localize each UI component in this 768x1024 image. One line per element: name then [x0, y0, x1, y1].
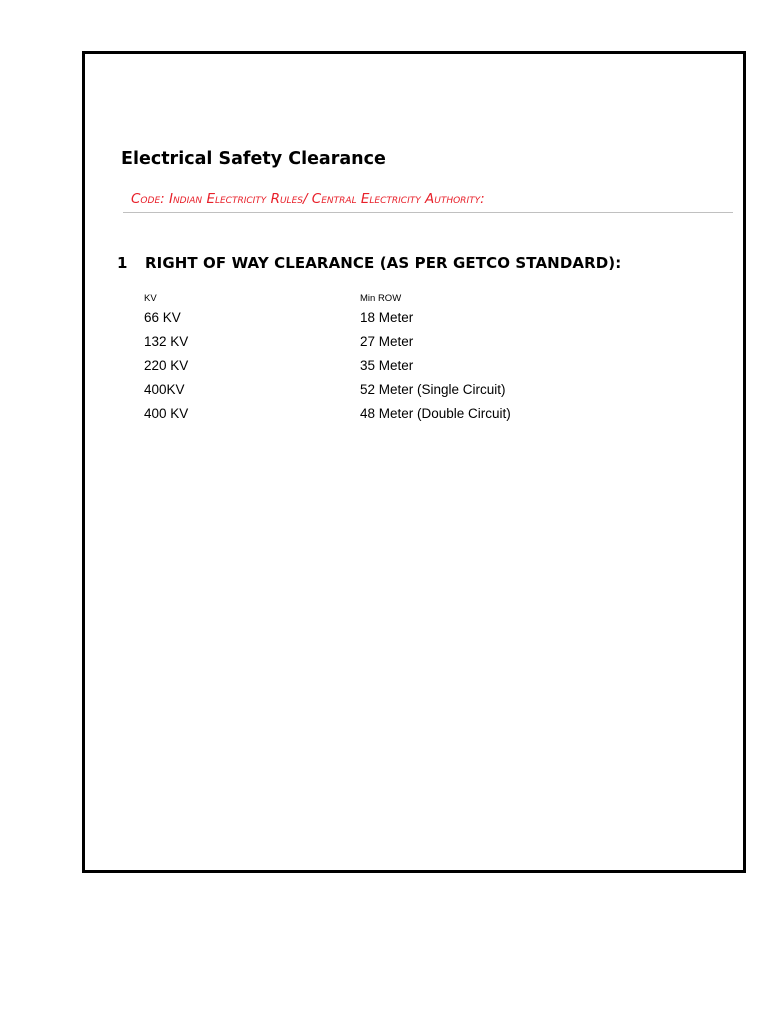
cell-min-row: 48 Meter (Double Circuit) [360, 406, 511, 421]
code-reference: Code: Indian Electricity Rules/ Central Electricity Authority: [131, 191, 485, 207]
cell-min-row: 27 Meter [360, 334, 414, 349]
cell-kv: 400KV [144, 382, 185, 397]
column-header-min-row: Min ROW [360, 293, 402, 304]
section-title: RIGHT OF WAY CLEARANCE (AS PER GETCO STANDARD): [145, 254, 622, 272]
cell-min-row: 35 Meter [360, 358, 414, 373]
cell-min-row: 18 Meter [360, 310, 414, 325]
table-row [144, 354, 620, 378]
column-header-kv: KV [144, 293, 157, 304]
table-row [144, 330, 620, 354]
table-row [144, 378, 620, 402]
section-number: 1 [117, 254, 128, 272]
right-of-way-table [144, 292, 620, 426]
divider [123, 212, 733, 213]
table-row [144, 306, 620, 330]
cell-kv: 220 KV [144, 358, 189, 373]
document-page [82, 51, 746, 873]
cell-kv: 132 KV [144, 334, 189, 349]
cell-kv: 66 KV [144, 310, 181, 325]
table-header-row [144, 292, 620, 306]
page-title: Electrical Safety Clearance [121, 149, 386, 169]
cell-kv: 400 KV [144, 406, 189, 421]
cell-min-row: 52 Meter (Single Circuit) [360, 382, 506, 397]
section-heading [117, 254, 621, 272]
table-row [144, 402, 620, 426]
